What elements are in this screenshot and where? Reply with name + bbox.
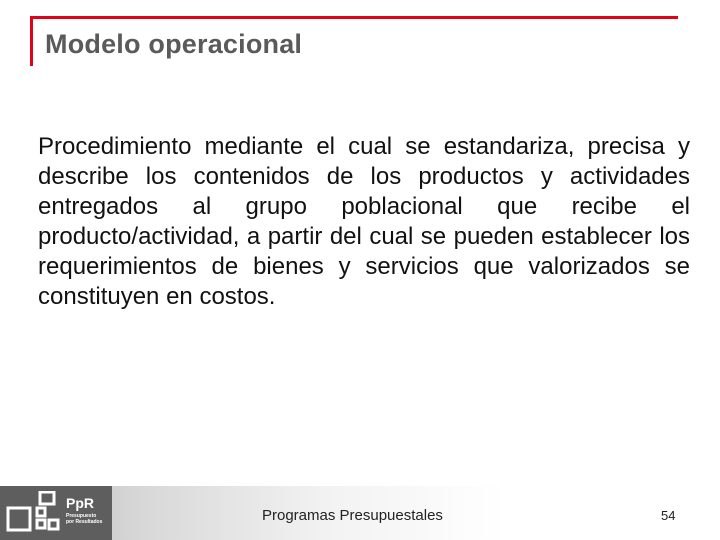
page-number: 54 xyxy=(661,508,676,523)
title-accent-line-left xyxy=(30,16,33,66)
ppr-logo-subtitle xyxy=(66,513,110,525)
ppr-logo-abbreviation: PpR xyxy=(66,495,94,511)
ppr-logo-icon xyxy=(6,491,62,535)
ppr-logo-subtitle-line2: por Resultados xyxy=(66,519,103,525)
title-accent-line-top xyxy=(30,16,678,19)
footer-center-text: Programas Presupuestales xyxy=(262,507,443,524)
title-frame xyxy=(30,16,678,66)
slide-footer xyxy=(0,486,720,540)
ppr-logo xyxy=(0,486,112,540)
slide-body-text: Procedimiento mediante el cual se estandariza, precisa y describe los contenidos de los productos y actividades entregados al grupo poblacional que recibe el producto/actividad, a partir del cual se pueden establecer los requerimientos de bienes y servicios que valorizados se constituyen en costos. xyxy=(38,133,690,310)
slide-title: Modelo operacional xyxy=(45,29,303,59)
ppr-logo-subtitle-line1: Presupuesto xyxy=(66,513,97,519)
